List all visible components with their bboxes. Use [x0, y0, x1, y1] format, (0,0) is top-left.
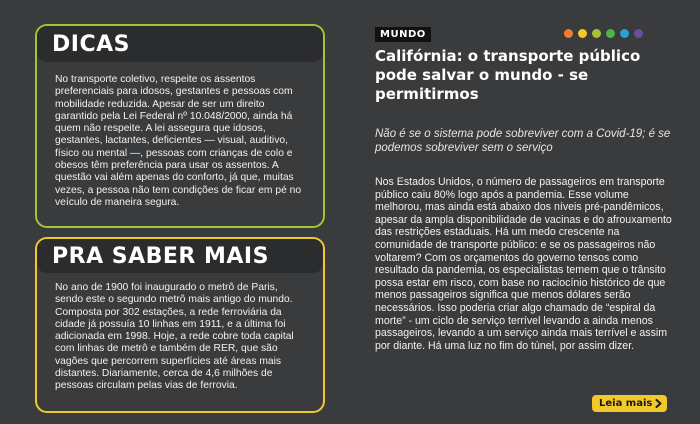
color-dot-blue — [620, 29, 629, 38]
chevron-right-icon — [655, 399, 662, 408]
dicas-title: DICAS — [52, 31, 130, 57]
color-dots — [564, 29, 643, 38]
color-dot-purple — [634, 29, 643, 38]
read-more-label: Leia mais — [599, 398, 653, 409]
dicas-header — [37, 26, 323, 62]
saber-mais-header — [37, 239, 323, 273]
article-body: Nos Estados Unidos, o número de passageiros em transporte público caiu 80% logo após a pandemia. Esse volume melhorou, mas ainda está abaixo dos níveis pré-pandêmicos, apesar da ampla disponibilidade de vacinas e do afrouxamento das restrições estaduais. Há um medo crescente na comunidade de transporte público: e se os passageiros não voltarem? Com os orçamentos do governo tensos como resultado da pandemia, os especialistas temem que o trânsito possa estar em risco, com base no raciocínio histórico de que menos passageiros significa que menos dólares serão necessários. Isso poderia criar algo chamado de “espiral da morte” - um ciclo de serviço terrível levando a ainda menos passageiros, levando a um serviço ainda mais terrível e assim por diante. Há uma luz no fim do túnel, por assim dizer. — [375, 176, 672, 352]
dicas-card — [35, 24, 325, 228]
color-dot-green — [606, 29, 615, 38]
section-tag: MUNDO — [375, 27, 431, 42]
saber-mais-title: PRA SABER MAIS — [52, 243, 269, 269]
article-subhead: Não é se o sistema pode sobreviver com a Covid-19; é se podemos sobreviver sem o serviço — [375, 128, 671, 154]
article-headline: Califórnia: o transporte público pode salvar o mundo - se permitirmos — [375, 47, 641, 103]
color-dot-orange — [564, 29, 573, 38]
saber-mais-card — [35, 237, 325, 413]
dicas-text: No transporte coletivo, respeite os assentos preferenciais para idosos, gestantes e pessoas com mobilidade reduzida. Apesar de ser um direito garantido pela Lei Federal nº 10.048/2000, ainda há quem não respeite. A lei assegura que idosos, gestantes, lactantes, deficientes — visual, auditivo, físico ou mental —, pessoas com crianças de colo e obesos têm preferência para usar os assentos. A questão vai além apenas do conforto, já que, muitas vezes, a pessoa não tem condições de ficar em pé no veículo de maneira segura. — [55, 74, 302, 208]
color-dot-yellow — [578, 29, 587, 38]
color-dot-lime — [592, 29, 601, 38]
saber-mais-text: No ano de 1900 foi inaugurado o metrô de Paris, sendo este o segundo metrô mais antigo do mundo. Composta por 302 estações, a rede ferroviária da cidade já possuía 10 linhas em 1911, e a última foi adicionada em 1998. Hoje, a rede cobre toda capital com linhas de metrô e também de RER, que são vagões que percorrem superfícies até áreas mais distantes. Diariamente, cerca de 4,6 milhões de pessoas circulam pelas vias de ferrovia. — [55, 282, 294, 392]
read-more-button[interactable] — [592, 395, 667, 412]
